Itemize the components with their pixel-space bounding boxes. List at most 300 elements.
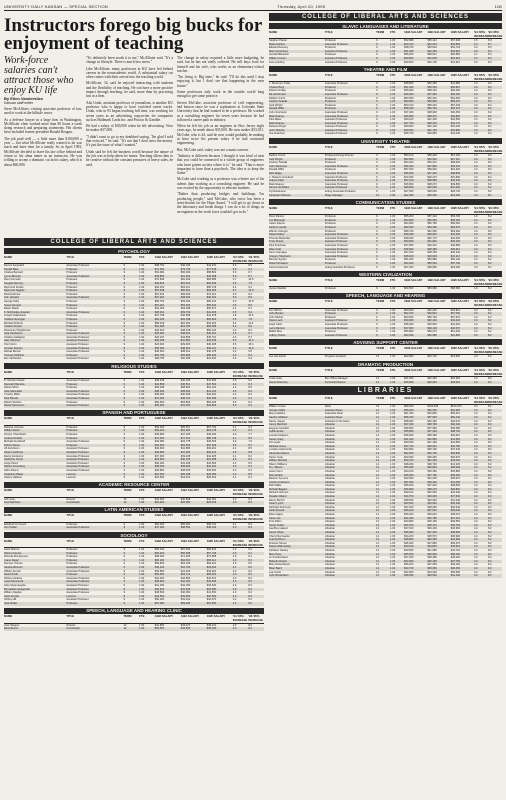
table-cell: $59,050 <box>450 222 461 226</box>
table-cell: 9 <box>376 82 378 86</box>
table-cell: $30,470 <box>427 175 437 179</box>
table-cell: 8.2 <box>487 556 492 560</box>
story-column-1 <box>4 107 82 167</box>
table-cell: $35,800 <box>404 430 414 434</box>
table-cell: 8.2 <box>487 107 492 111</box>
table-cell: $43,809 <box>154 382 165 386</box>
table-cell: 4.2 <box>232 393 237 397</box>
table-cell: Librarian <box>324 570 335 574</box>
table-cell: 9 <box>376 240 378 244</box>
table-cell: Eric Vanheiden <box>4 357 22 361</box>
table-cell: Assistant Dean <box>324 408 343 412</box>
table-cell: Coordinator <box>66 627 80 631</box>
table-cell: 4.0 <box>473 451 478 455</box>
story-paragraph: But, McCabe said, salary was not a main concern. <box>177 147 249 152</box>
table-cell: $37,024 <box>154 296 165 300</box>
table-cell: 4.0 <box>232 623 237 627</box>
table-cell: Professor <box>66 267 78 271</box>
table-cell: Stage Manager <box>324 193 343 197</box>
column-header: 1995 SALARY <box>450 367 470 372</box>
table-cell: 8.2 <box>487 128 492 132</box>
table-cell: $52,600 <box>154 573 165 577</box>
table-cell: 9 <box>123 573 126 577</box>
table-cell: $31,005 <box>180 450 191 454</box>
table-cell: $53,980 <box>427 258 437 262</box>
table-cell: 9 <box>376 287 378 291</box>
story-column-2 <box>86 56 173 216</box>
table-cell: $37,708 <box>154 314 165 318</box>
table-cell: 4.0 <box>232 594 237 598</box>
table-cell: 8.2 <box>487 405 492 409</box>
table-cell: Assistant Professor <box>324 175 348 179</box>
table-cell: $54,500 <box>404 287 414 291</box>
table-cell: $58,019 <box>154 321 165 325</box>
table-cell: 9 <box>376 164 378 168</box>
table-cell: 9 <box>123 472 126 476</box>
table-cell: $37,210 <box>450 516 461 520</box>
table-cell: Associate Professor <box>66 310 90 314</box>
table-cell: 1.00 <box>390 154 396 158</box>
table-cell: 9 <box>376 229 378 233</box>
table-cell: $28,080 <box>427 265 437 269</box>
column-header: TERM <box>376 72 385 77</box>
table-cell: 8.9 <box>248 303 252 307</box>
table-cell: $44,574 <box>206 576 217 580</box>
table-cell: $38,170 <box>427 523 437 527</box>
table-cell: 12 <box>376 477 380 481</box>
table-cell: $28,600 <box>427 190 437 193</box>
table-cell: 8.2 <box>487 114 492 118</box>
table-header <box>269 29 502 39</box>
table-cell: Professor <box>66 573 78 577</box>
column-header: TERM <box>123 513 132 518</box>
column-header: '93-'95% INCREASE <box>248 369 263 378</box>
table-cell: 1.00 <box>390 46 396 50</box>
table-cell: Brian Baird <box>269 566 282 570</box>
table-cell: $40,340 <box>450 251 461 255</box>
table-cell: 4.0 <box>473 89 478 93</box>
table-cell: Douglas Denney <box>4 281 24 285</box>
table-cell: $30,808 <box>180 497 191 501</box>
table-cell: $29,500 <box>154 458 165 462</box>
table-cell: Nicholas Schmerer <box>269 505 291 509</box>
table-cell: 1.00 <box>390 42 396 46</box>
column-header: TITLE <box>66 513 75 518</box>
table-cell: $48,700 <box>404 46 414 50</box>
table-cell: 4.0 <box>473 326 478 330</box>
table-cell: 3.9 <box>232 281 237 285</box>
table-cell: 9 <box>376 222 378 226</box>
table-cell: $56,800 <box>404 330 414 334</box>
table-cell: 9.5 <box>248 350 252 354</box>
table-cell: 9 <box>123 432 126 436</box>
column-header: FTE <box>139 488 145 493</box>
table-cell: 9 <box>376 225 378 229</box>
table-cell: Professor <box>324 107 337 111</box>
table-cell: Mary Piper <box>269 552 282 556</box>
table-cell: Professor <box>66 382 78 386</box>
table-cell: 8.2 <box>487 85 492 89</box>
table-cell: $53,178 <box>206 429 217 433</box>
table-cell: Professor <box>66 522 78 526</box>
table-cell: Isidro Rivera <box>4 468 19 472</box>
table-cell: 8.0 <box>248 562 252 566</box>
table-cell: $29,800 <box>154 450 165 454</box>
table-cell: $38,910 <box>180 346 191 350</box>
table-cell: $39,520 <box>427 574 437 578</box>
table-cell: Karen Hix <box>269 516 281 520</box>
table-cell: $31,400 <box>206 357 217 361</box>
table-cell: Karen Cook <box>269 455 283 459</box>
table-cell: 6.7 <box>232 289 237 293</box>
table-cell: $31,910 <box>450 60 461 64</box>
table-cell: 4.0 <box>473 559 478 563</box>
table-cell: $42,830 <box>450 441 461 445</box>
table-cell: J. Dinsmore-Tuttle <box>269 82 291 86</box>
table-cell: 1.00 <box>139 314 145 318</box>
byline: By Ellen Vanderslice <box>4 96 44 101</box>
table-cell: $37,640 <box>450 448 461 452</box>
table-cell: $52,600 <box>404 451 414 455</box>
table-cell: 8.2 <box>487 92 492 96</box>
table-header <box>4 614 264 624</box>
table-cell: 9 <box>123 346 126 350</box>
table-cell: J. Tedesco Gronbeck <box>269 175 294 179</box>
column-header: '93-'95% INCREASE <box>487 367 503 376</box>
table-cell: Professor <box>324 168 337 172</box>
table-cell: $61,308 <box>154 325 165 329</box>
table-cell: Associate Professor <box>66 468 90 472</box>
column-header: 1995 SALARY <box>206 488 226 493</box>
table-cell: $49,813 <box>154 281 165 285</box>
table-cell: 9 <box>376 42 378 46</box>
table-cell: 1.00 <box>390 128 396 132</box>
table-cell: 12 <box>376 570 380 574</box>
table-cell: $52,010 <box>154 285 165 289</box>
table-cell: 8.2 <box>487 168 492 172</box>
table-cell: 4.0 <box>473 487 478 491</box>
table-cell: 9 <box>123 303 126 307</box>
table-cell: Lecturer <box>66 472 76 476</box>
table-cell: $39,605 <box>180 465 191 469</box>
masthead <box>4 4 502 11</box>
table-cell: Associate Professor <box>324 247 348 251</box>
table-cell: $37,400 <box>404 110 414 114</box>
table-cell: $39,904 <box>206 468 217 472</box>
table-cell: $28,900 <box>404 186 414 190</box>
table-cell: 9 <box>123 468 126 472</box>
table-cell: $26,403 <box>206 501 217 505</box>
table-cell: Dean <box>324 405 332 409</box>
table-cell: 8.3 <box>487 46 492 50</box>
table-cell: William Davis <box>4 429 20 433</box>
table-cell: Assistant Professor <box>324 186 348 190</box>
table-cell: 4.8 <box>232 379 237 383</box>
column-header: 1993 SALARY <box>404 299 423 304</box>
column-header: 1994 SALARY <box>180 513 200 518</box>
table-cell: 8.2 <box>248 584 252 587</box>
table-cell: $30,060 <box>427 186 437 190</box>
table-cell: $26,500 <box>206 594 217 598</box>
table-cell: John Tibbetts <box>269 128 285 132</box>
table-cell: 9 <box>376 125 378 129</box>
table-cell: $30,704 <box>180 458 191 462</box>
department-title: SPEECH, LANGUAGE AND HEARING CLINIC <box>4 608 264 614</box>
table-cell: 4.0 <box>473 523 478 527</box>
table-cell: Charles Gallagher <box>4 335 25 339</box>
table-cell: $43,080 <box>154 440 165 444</box>
table-cell: 1.00 <box>139 274 145 278</box>
table-cell: $57,000 <box>450 312 461 316</box>
table-cell: 12 <box>123 497 127 501</box>
table-cell: 1.00 <box>390 312 396 316</box>
table-cell: $37,000 <box>404 556 414 560</box>
table-cell: Ruth Miller <box>269 484 282 488</box>
column-header: '94-'95% INCREASE <box>473 299 489 308</box>
table-cell: 8.2 <box>487 186 492 190</box>
table-cell: $80,728 <box>206 436 217 440</box>
table-cell: $39,160 <box>450 563 461 567</box>
column-header: TITLE <box>324 205 333 210</box>
table-cell: 12 <box>376 466 380 470</box>
table-cell: 8.2 <box>487 323 492 327</box>
table-cell: 8.2 <box>487 333 492 337</box>
table-cell: Robert Greenberg <box>4 465 25 469</box>
left-column <box>4 13 264 631</box>
table-cell: 4.0 <box>473 154 478 158</box>
table-cell: $43,402 <box>206 566 217 570</box>
table-cell: $56,400 <box>180 522 191 526</box>
table-cell: 8.5 <box>248 436 252 440</box>
table-row <box>4 501 264 505</box>
table-cell: George Kelly <box>4 299 19 303</box>
table-cell: Associate Professor <box>324 308 348 312</box>
table-cell: 4.0 <box>473 423 478 427</box>
table-cell: $36,610 <box>427 513 437 517</box>
department-title: DRAMATIC PRODUCTION <box>269 361 502 367</box>
table-cell: $25,480 <box>180 594 191 598</box>
table-cell: $32,900 <box>404 570 414 574</box>
table-cell: 1.00 <box>390 218 396 222</box>
table-cell: 1.00 <box>390 541 396 545</box>
column-header: 1994 SALARY <box>180 254 200 259</box>
table-cell: John Richardson <box>269 574 289 578</box>
table-cell: Carol Snyder <box>4 594 20 598</box>
table-cell: $40,890 <box>450 243 461 247</box>
column-header: TITLE <box>66 254 75 259</box>
table-cell: 8.2 <box>487 161 492 165</box>
table-cell: $41,200 <box>154 576 165 580</box>
table-cell: James Woelfel <box>269 287 286 291</box>
table-cell: 8.2 <box>487 243 492 247</box>
table-cell: 1.00 <box>390 215 396 219</box>
masthead-date: Thursday, April 20, 1995 <box>277 4 326 9</box>
table-cell: 9 <box>376 56 378 60</box>
table-cell: George Gibbs <box>269 408 286 412</box>
table-cell: 9 <box>123 393 126 397</box>
table-cell: $38,752 <box>154 264 165 267</box>
table-cell: 8.2 <box>487 495 492 499</box>
table-cell: Joane Nagel <box>4 558 19 562</box>
table-cell: 4.0 <box>473 448 478 452</box>
table-cell: 8.2 <box>487 523 492 527</box>
column-header: NAME <box>269 144 278 149</box>
table-cell: $41,420 <box>450 323 461 327</box>
table-cell: Lin Fredericksen <box>269 556 289 560</box>
table-cell: $47,305 <box>180 432 191 436</box>
table-cell: 9 <box>376 85 378 89</box>
table-cell: Professor <box>324 225 337 229</box>
table-cell: $40,350 <box>427 538 437 542</box>
table-cell: $56,213 <box>206 299 217 303</box>
table-cell: 8.2 <box>487 308 492 312</box>
table-cell: 1.00 <box>139 317 145 321</box>
table-cell: $38,000 <box>154 389 165 393</box>
table-cell: Program Assistant <box>324 355 346 359</box>
table-cell: 4.0 <box>473 531 478 534</box>
table-cell: Associate Professor <box>66 580 90 584</box>
table-cell: 4.0 <box>232 389 237 393</box>
table-cell: 1.00 <box>390 408 396 412</box>
table-cell: 1.00 <box>390 172 396 176</box>
table-cell: Rue Cromwell <box>4 278 21 282</box>
table-cell: $36,800 <box>404 487 414 491</box>
table-cell: Librarian <box>324 444 335 448</box>
table-cell: $62,105 <box>180 562 191 566</box>
table-cell: $30,500 <box>404 128 414 132</box>
table-cell: John Gronbeck <box>269 110 287 114</box>
column-header: TERM <box>123 416 132 421</box>
table-cell: $36,400 <box>404 541 414 545</box>
table-cell: 5.6 <box>232 321 237 325</box>
table-cell: $53,800 <box>404 218 414 222</box>
table-cell: 8.2 <box>248 558 252 562</box>
table-cell: $42,850 <box>180 576 191 580</box>
table-cell: 12 <box>376 559 380 563</box>
table-cell: 4.0 <box>473 218 478 222</box>
story-paragraph: When he left his job as an engineer in New Jersey eight years ago, he made about $35,000. He now makes $53,031. McCabe, who is 44, said he now would probably be making at least twice his present salary if he had continued engineering. <box>177 124 264 146</box>
table-cell: Professor <box>66 548 78 552</box>
table-cell: $40,908 <box>180 393 191 397</box>
table-cell: Bernadette Sedgewick <box>4 587 30 591</box>
table-cell: $38,290 <box>450 466 461 470</box>
table-cell: Gordon Anderson <box>269 480 290 484</box>
table-cell: 9 <box>123 429 126 433</box>
table-cell: $38,800 <box>404 82 414 86</box>
column-header: TERM <box>376 144 385 149</box>
table-cell: $104,370 <box>450 405 462 409</box>
table-cell: Professor <box>66 278 78 282</box>
table-cell: 9 <box>376 330 378 334</box>
table-cell: 4.0 <box>473 491 478 495</box>
table-cell: 4.0 <box>473 477 478 481</box>
table-body <box>269 154 502 197</box>
table-cell: 4.0 <box>473 103 478 107</box>
table-cell: 12 <box>376 502 380 506</box>
table-cell: $41,180 <box>427 441 437 445</box>
table-cell: $39,310 <box>427 243 437 247</box>
table-cell: 12 <box>123 501 127 505</box>
column-header: 1995 SALARY <box>450 395 470 400</box>
table-cell: $58,800 <box>206 271 217 275</box>
table-cell: 4.0 <box>473 265 478 269</box>
column-header: '94-'95% INCREASE <box>232 369 248 378</box>
table-cell: 4.0 <box>232 497 237 501</box>
table-cell: 1.00 <box>390 125 396 129</box>
table-header <box>269 299 502 309</box>
table-cell: 4.0 <box>473 323 478 327</box>
column-header: 1995 SALARY <box>450 205 470 210</box>
column-header: 1993 SALARY <box>154 538 174 543</box>
column-header: '93-'95% INCREASE <box>248 488 263 497</box>
table-cell: 8.2 <box>487 466 492 470</box>
table-cell: 9 <box>123 382 126 386</box>
table-cell: 4.0 <box>473 261 478 265</box>
table-cell: $55,810 <box>450 85 461 89</box>
table-cell: 8.2 <box>487 179 492 183</box>
column-header: 1993 SALARY <box>404 345 423 350</box>
table-cell: $51,513 <box>180 281 191 285</box>
table-cell: 4.0 <box>473 552 478 556</box>
table-cell: 1.00 <box>390 333 396 337</box>
table-cell: Assistant Professor <box>66 450 89 454</box>
table-cell: $44,200 <box>427 477 437 481</box>
table-header <box>269 72 502 82</box>
table-cell: Stephanie Baker <box>4 472 24 476</box>
table-cell: Librarian <box>324 520 335 524</box>
table-cell: Sandra Albrecht <box>4 566 23 570</box>
table-cell: $55,642 <box>206 303 217 307</box>
table-cell: Rick Hidge <box>269 172 282 176</box>
table-cell: $22,400 <box>404 193 414 197</box>
table-cell: $38,400 <box>450 552 461 556</box>
table-cell: 1.00 <box>390 161 396 165</box>
table-row <box>269 266 502 270</box>
table-cell: $34,220 <box>427 570 437 574</box>
table-cell: $56,570 <box>450 225 461 229</box>
table-cell: 1.00 <box>139 321 145 325</box>
table-cell: 12 <box>376 355 380 359</box>
table-cell: $39,040 <box>450 509 461 513</box>
column-header: FTE <box>390 205 396 210</box>
table-cell: Associate Professor <box>66 350 90 354</box>
table-cell: 10.8 <box>248 299 254 303</box>
table-cell: 8.2 <box>248 389 252 393</box>
table-header <box>269 367 502 377</box>
table-cell: 9.1 <box>248 397 252 400</box>
table-cell: 4.7 <box>232 278 237 282</box>
table-cell: $69,940 <box>180 292 191 296</box>
table-cell: 1.00 <box>139 601 145 605</box>
table-cell: 8.2 <box>487 505 492 509</box>
table-cell: Stacey Vallaton <box>4 476 22 480</box>
table-cell: 8.2 <box>248 627 252 631</box>
table-cell: 4.0 <box>473 110 478 114</box>
table-cell: Wilmer Linkugel <box>269 229 288 233</box>
column-header: 1995 SALARY <box>450 299 470 304</box>
table-cell: 1.00 <box>139 289 145 293</box>
table-cell: 9 <box>376 118 378 122</box>
table-cell: $53,600 <box>404 315 414 319</box>
table-cell: 8.2 <box>487 121 492 125</box>
story-column-3 <box>177 56 264 216</box>
table-cell: Professor <box>324 157 337 161</box>
table-cell: 4.0 <box>473 164 478 168</box>
table-cell: 9.1 <box>248 285 252 289</box>
table-cell: Ronald Willis <box>269 168 284 172</box>
table-cell: 8.2 <box>487 110 492 114</box>
table-cell: $39,600 <box>154 580 165 584</box>
